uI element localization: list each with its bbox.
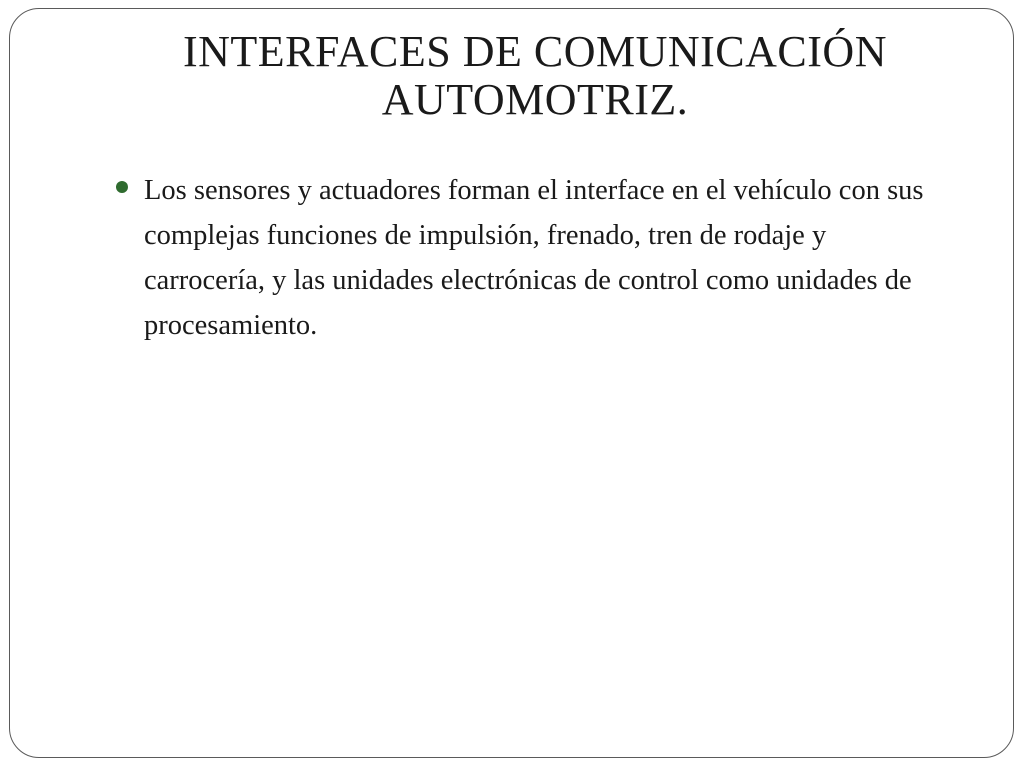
bullet-item [116,168,946,348]
bullet-dot-icon [116,181,128,193]
slide-title [60,28,1010,124]
slide-content [116,168,946,348]
slide-title-line-2: AUTOMOTRIZ. [381,75,689,124]
bullet-text: Los sensores y actuadores forman el interface en el vehículo con sus complejas funciones de impulsión, frenado, tren de rodaje y carrocería, y las unidades electrónicas de control como unidades de procesamiento. [144,175,924,341]
slide-title-line-1: INTERFACES DE COMUNICACIÓN [183,27,887,76]
